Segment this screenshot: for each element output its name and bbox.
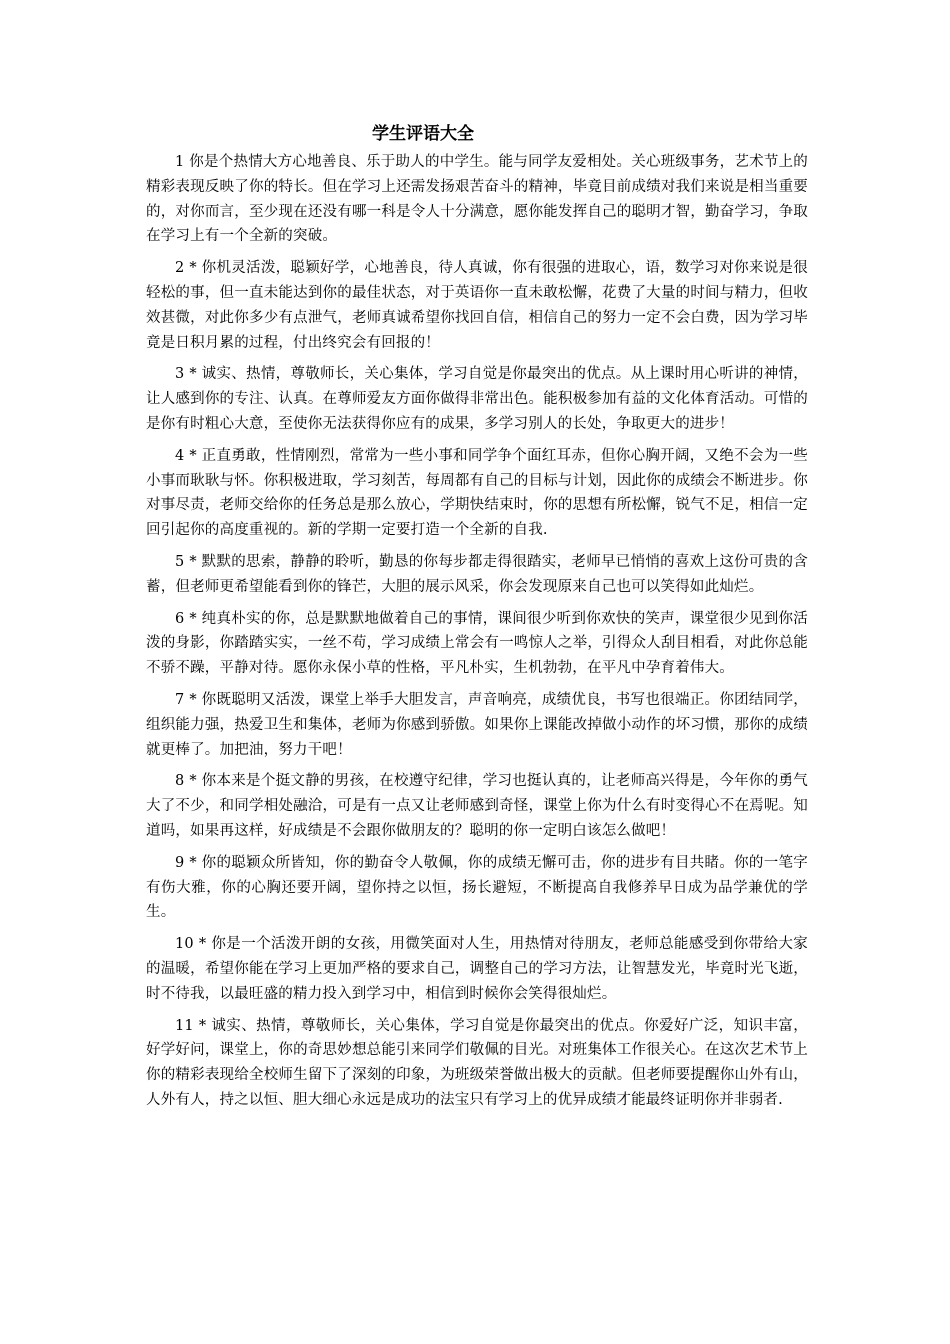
comment-paragraph-4: 4 * 正直勇敢，性情刚烈，常常为一些小事和同学争个面红耳赤，但你心胸开阔，又绝不会为一些小事而耿耿与怀。你积极进取，学习刻苦，每周都有自己的目标与计划，因此你的成绩会不断进步。你对事尽责，老师交给你的任务总是那么放心，学期快结束时，你的思想有所松懈，锐气不足，相信一定回引起你的高度重视的。新的学期一定要打造一个全新的自我. <box>146 447 808 539</box>
comment-paragraph-6: 6 * 纯真朴实的你，总是默默地做着自己的事情，课间很少听到你欢快的笑声，课堂很少见到你活泼的身影，你踏踏实实，一丝不苟，学习成绩上常会有一鸣惊人之举，引得众人刮目相看，对此你总能不骄不躁，平静对待。愿你永保小草的性格，平凡朴实，生机勃勃，在平凡中孕育着伟大。 <box>146 610 808 677</box>
comment-paragraph-7: 7 * 你既聪明又活泼，课堂上举手大胆发言，声音响亮，成绩优良，书写也很端正。你团结同学，组织能力强，热爱卫生和集体，老师为你感到骄傲。如果你上课能改掉做小动作的坏习惯，那你的成绩就更棒了。加把油，努力干吧！ <box>146 691 808 758</box>
comment-paragraph-9: 9 * 你的聪颖众所皆知，你的勤奋令人敬佩，你的成绩无懈可击，你的进步有目共睹。你的一笔字有伤大雅，你的心胸还要开阔，望你持之以恒，扬长避短，不断提高自我修养早日成为品学兼优的学生。 <box>146 854 808 921</box>
comment-paragraph-1: 1 你是个热情大方心地善良、乐于助人的中学生。能与同学友爱相处。关心班级事务，艺术节上的精彩表现反映了你的特长。但在学习上还需发扬艰苦奋斗的精神，毕竟目前成绩对我们来说是相当重要的，对你而言，至少现在还没有哪一科是令人十分满意，愿你能发挥自己的聪明才智，勤奋学习，争取在学习上有一个全新的突破。 <box>146 154 808 245</box>
comment-paragraph-5: 5 * 默默的思索，静静的聆听，勤恳的你每步都走得很踏实，老师早已悄悄的喜欢上这份可贵的含蓄，但老师更希望能看到你的锋芒，大胆的展示风采，你会发现原来自己也可以笑得如此灿烂。 <box>146 553 808 595</box>
document-page <box>146 120 808 1120</box>
comment-paragraph-11: 11 * 诚实、热情，尊敬师长，关心集体，学习自觉是你最突出的优点。你爱好广泛，知识丰富，好学好问，课堂上，你的奇思妙想总能引来同学们敬佩的目光。对班集体工作很关心。在这次艺术节上你的精彩表现给全校师生留下了深刻的印象，为班级荣誉做出极大的贡献。但老师要提醒你山外有山，人外有人，持之以恒、胆大细心永远是成功的法宝只有学习上的优异成绩才能最终证明你并非弱者. <box>146 1017 808 1108</box>
comment-paragraph-2: 2 * 你机灵活泼，聪颖好学，心地善良，待人真诚，你有很强的进取心，语，数学习对你来说是很轻松的事，但一直未能达到你的最佳状态，对于英语你一直未敢松懈，花费了大量的时间与精力，但收效甚微，对此你多少有点泄气，老师真诚希望你找回自信，相信自己的努力一定不会白费，因为学习毕竟是日积月累的过程，付出终究会有回报的！ <box>146 260 808 351</box>
comment-paragraph-10: 10 * 你是一个活泼开朗的女孩，用微笑面对人生，用热情对待朋友，老师总能感受到你带给大家的温暖，希望你能在学习上更加严格的要求自己，调整自己的学习方法，让智慧发光，毕竟时光飞逝，时不待我，以最旺盛的精力投入到学习中，相信到时候你会笑得很灿烂。 <box>146 936 808 1002</box>
document-title: 学生评语大全 <box>372 124 474 144</box>
comment-paragraph-3: 3 * 诚实、热情，尊敬师长，关心集体，学习自觉是你最突出的优点。从上课时用心听讲的神情，让人感到你的专注、认真。在尊师爱友方面你做得非常出色。能积极参加有益的文化体育活动。可惜的是你有时粗心大意，至使你无法获得你应有的成果，多学习别人的长处，争取更大的进步！ <box>146 366 808 432</box>
comment-paragraph-8: 8 * 你本来是个挺文静的男孩，在校遵守纪律，学习也挺认真的，让老师高兴得是，今年你的勇气大了不少，和同学相处融洽，可是有一点又让老师感到奇怪，课堂上你为什么有时变得心不在焉呢。知道吗，如果再这样，好成绩是不会跟你做朋友的？聪明的你一定明白该怎么做吧！ <box>146 773 808 839</box>
